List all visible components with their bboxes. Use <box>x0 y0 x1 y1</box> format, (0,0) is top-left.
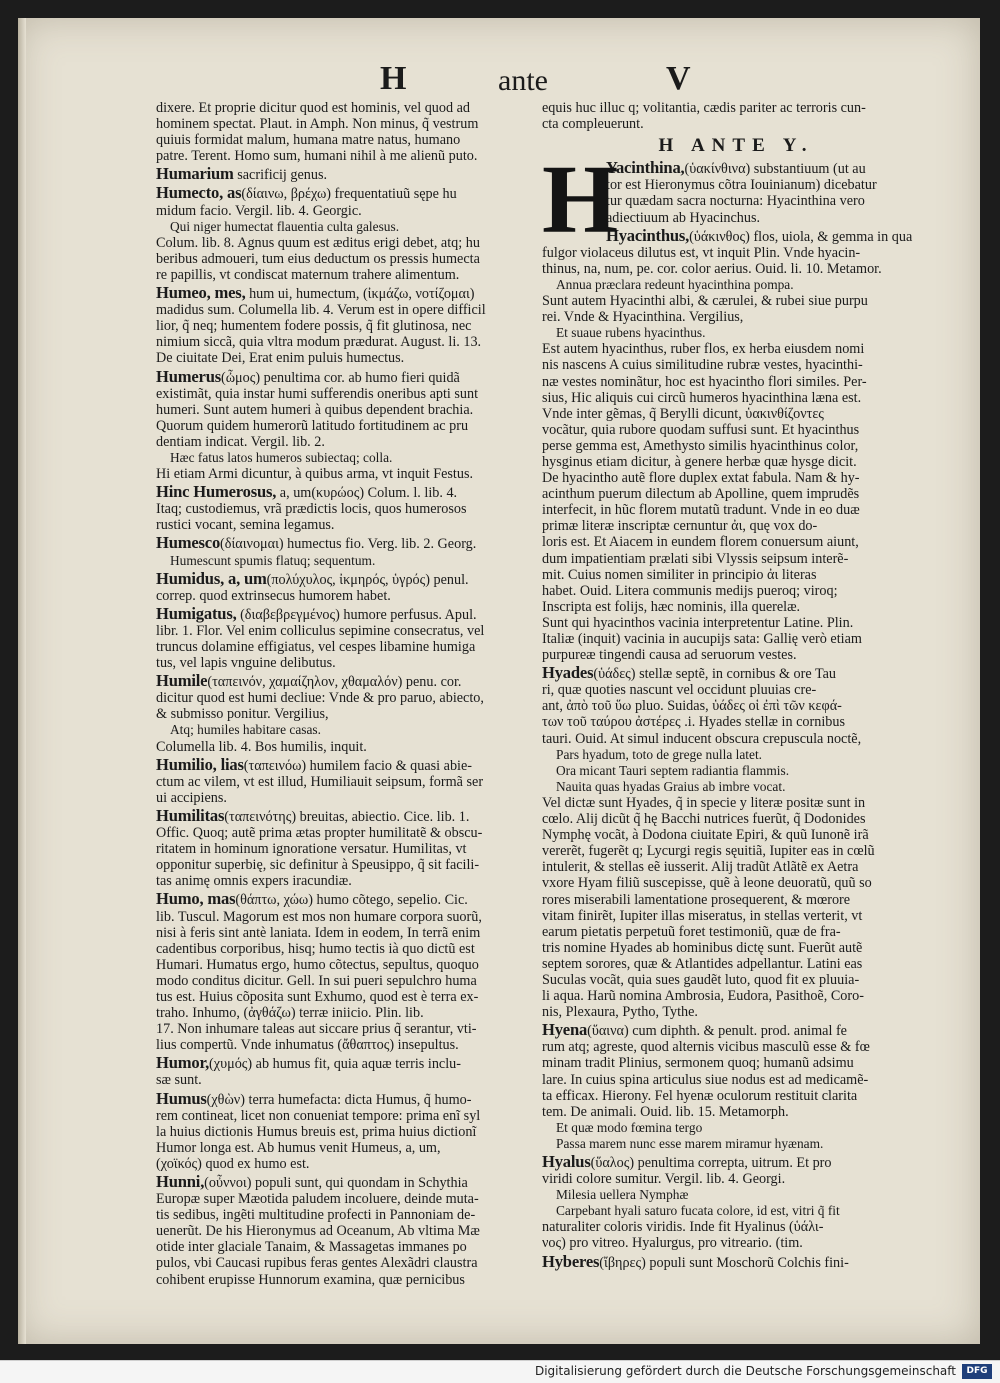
text-line: De hyacintho autẽ flore duplex extat fabula. Nam & hy- <box>542 470 860 487</box>
entry-definition: sacrificij genus. <box>233 167 328 184</box>
text-line: Colum. lib. 8. Agnus quum est æditus erigi debet, atq; hu <box>156 234 480 251</box>
text-line: Hi etiam Armi dicuntur, à quibus arma, vt inquit Festus. <box>156 466 474 483</box>
text-line: Humor longa est. Ab humus venit Humeus, a, um, <box>156 1139 441 1156</box>
verse-quote: Passa marem nunc esse marem miramur hyænam. <box>556 1135 824 1151</box>
dictionary-entry <box>542 1254 930 1271</box>
text-line: Quorum quidem humerorũ latitudo fortitudinem ac pru <box>156 417 469 434</box>
right-column-continuation <box>542 100 930 132</box>
text-line: sius, Hic aliquis cui circũ humeros hyacinthina læna est. <box>542 389 862 406</box>
text-line: midum facio. Vergil. lib. 4. Georgic. <box>156 202 362 219</box>
entry-definition: (ὑάδες) stellæ septẽ, in cornibus & ore Tau <box>593 666 837 683</box>
text-line: nis nascens A cuius similitudine rubræ vestes, hyacinthi- <box>542 357 863 374</box>
entry-headword: Hyacinthus, <box>606 227 690 245</box>
entry-headword: Hyena <box>542 1022 588 1040</box>
entry-headword: Humeo, mes, <box>156 285 246 303</box>
text-line: humeri. Sunt autem humeri à quibus dependent brachia. <box>156 401 474 418</box>
text-line: rores miserabili lamentatione prosequerent, & mœrore <box>542 891 851 908</box>
text-line: ui accipiens. <box>156 789 227 806</box>
left-column <box>156 100 528 1288</box>
text-line: nisi à feris sint antè laniata. Idem in eodem, In terrã enim <box>156 924 481 941</box>
text-line: Columella lib. 4. Bos humilis, inquit. <box>156 738 367 755</box>
text-line: opponitur superbię, sic definitur à Speusippo, q̃ sit facili- <box>156 857 480 874</box>
text-line: cohibent erupisse Hunnorum examina, quæ pernicibus <box>156 1271 465 1288</box>
text-line: ritatem in hominum ignoratione versatur. Humilitas, vt <box>156 841 467 858</box>
running-head-middle: ante <box>498 64 548 97</box>
text-line: & submisso ponitur. Vergilius, <box>156 706 329 723</box>
entry-definition: (ὑακίνθινα) substantiuum (ut au <box>684 161 866 178</box>
text-line: quiuis formidat malum, humana matre natus, humano <box>156 132 461 149</box>
text-line: Humari. Humatus ergo, humo cõtectus, sepultus, quoquo <box>156 956 479 973</box>
verse-quote: Et quæ modo fœmina tergo <box>556 1119 703 1135</box>
entry-definition: (ἴβηρες) populi sunt Moschorũ Colchis fini- <box>599 1254 849 1271</box>
dictionary-entry <box>156 757 528 774</box>
text-line: correp. quod extrinsecus humorem habet. <box>156 587 391 604</box>
entry-headword: Humilitas <box>156 807 225 825</box>
text-line: libr. 1. Flor. Vel enim colliculus sepimine consecratus, vel <box>156 622 485 639</box>
text-line: vxore Hyam filiũ suscepisse, quẽ à leone deuoratũ, quũ so <box>542 875 872 892</box>
entry-headword: Humo, mas <box>156 891 236 909</box>
entry-definition: (ταπεινόω) humilem facio & quasi abie- <box>243 757 472 774</box>
verse-quote: Milesia uellera Nymphæ <box>556 1187 689 1203</box>
text-line: uenerũt. De his Hieronymus ad Oceanum, Ab vltima Mæ <box>156 1223 480 1240</box>
text-line: Sunt qui hyacinthos vacinia interpretentur Latine. Plin. <box>542 614 854 631</box>
text-line: rum atq; agreste, quod alternis vicibus masculũ esse & fœ <box>542 1039 870 1056</box>
entry-definition: hum ui, humectum, (ἰκμάζω, νοτίζομαι) <box>245 286 475 303</box>
text-line: pulos, vbi Caucasi rupibus feras gentes Alexãdri claustra <box>156 1255 478 1272</box>
text-line: beribus admoueri, tum eius deductum os pressis humecta <box>156 250 480 267</box>
text-line: thinus, na, num, pe. cor. color aerius. Ouid. li. 10. Metamor. <box>542 260 882 277</box>
text-line: Nymphę vocãt, à Dodona ciuitate Epiri, & quũ Iunonẽ irã <box>542 827 869 844</box>
text-line: otide inter glaciale Tanaim, & Massagetas immanes po <box>156 1239 467 1256</box>
verse-quote: Nauita quas hyadas Graius ab imbre vocat. <box>556 778 786 794</box>
text-line: των τοῦ ταύρου ἀστέρες .i. Hyades stellæ in cornibus <box>542 714 845 731</box>
dictionary-entry <box>156 673 528 690</box>
text-line: Sunt autem Hyacinthi albi, & cærulei, & rubei siue purpu <box>542 293 868 310</box>
text-line: mit. Cuius nomen similiter in principio ἀι literas <box>542 566 817 583</box>
text-line: truncus dolamine effigiatus, vel cespes libamine humiga <box>156 639 476 655</box>
dictionary-entry <box>156 535 528 552</box>
text-line: loris est. Et Aiacem in eundem florem conuersum aiunt, <box>542 534 859 551</box>
text-line: purpureæ tingendi causa ad seruorum vestes. <box>542 647 797 664</box>
text-line: naturaliter coloris viridis. Inde fit Hyalinus (ὑάλι- <box>542 1219 824 1236</box>
text-line: earum pietatis perpetuũ foret testimoniũ, quæ de fra- <box>542 923 841 940</box>
text-line: rustici vocant, semina legamus. <box>156 517 335 534</box>
dictionary-entry <box>156 606 528 623</box>
dfg-logo: DFG <box>962 1364 992 1379</box>
text-line: tus, vel lapis vnguine delibutus. <box>156 655 336 672</box>
dictionary-entry <box>156 1091 528 1108</box>
entry-definition: (ὕαλος) penultima correpta, uitrum. Et pro <box>590 1155 832 1171</box>
entry-headword: Hinc Humerosus, <box>156 484 277 502</box>
text-line: modo conditus dicitur. Gell. In sui pueri sepulchro huma <box>156 972 477 989</box>
entry-definition: (δίαινομαι) humectus fio. Verg. lib. 2. Georg. <box>220 536 477 553</box>
entry-definition: (ταπεινότης) breuitas, abiectio. Cice. lib. 1. <box>224 808 470 825</box>
text-line: minam tradit Plinius, sermonem quoq; humanũ adsimu <box>542 1055 854 1072</box>
text-line: dicitur quod est humi decliue: Vnde & pro paruo, abiecto, <box>156 690 484 707</box>
text-line: tem. De animali. Ouid. lib. 15. Metamorph. <box>542 1103 789 1120</box>
text-line: hominem spectat. Plaut. in Amph. Non minus, q̃ vestrum <box>156 116 479 133</box>
text-line: sæ sunt. <box>156 1072 202 1089</box>
text-line: ri, quæ quoties nascunt vel occidunt pluuias cre- <box>542 682 817 699</box>
text-line: la huius dictionis Humus breuis est, prima huius dictionĩ <box>156 1123 477 1140</box>
text-line: dixere. Et proprie dicitur quod est hominis, vel quod ad <box>156 100 471 116</box>
entry-headword: Hyalus <box>542 1154 591 1171</box>
verse-quote: Pars hyadum, toto de grege nulla latet. <box>556 746 763 762</box>
dictionary-entry <box>156 285 528 302</box>
entry-definition: (ὑάκινθος) flos, uiola, & gemma in qua <box>689 228 913 245</box>
entry-definition: a, um(κυρώος) Colum. l. lib. 4. <box>276 485 458 502</box>
text-line: vitam finirẽt, Iupiter illas miseratus, in stellas verterit, vt <box>542 907 863 924</box>
text-line: 17. Non inhumare taleas aut siccare prius q̃ serantur, vti- <box>156 1021 477 1038</box>
entry-headword: Hyberes <box>542 1253 600 1271</box>
text-line: Vel dictæ sunt Hyades, q̃ in specie y literæ positæ sunt in <box>542 794 866 811</box>
entry-definition: (ὕαινα) cum diphth. & penult. prod. animal fe <box>587 1023 847 1040</box>
text-line: re papillis, vt condiscat maternum trahere alimentum. <box>156 266 460 283</box>
entry-definition: (χυμός) ab humus fit, quia aquæ terris inclu- <box>209 1056 461 1073</box>
entry-definition: (οὖννοι) populi sunt, qui quondam in Schythia <box>204 1175 468 1191</box>
dictionary-entry <box>156 484 528 501</box>
dictionary-entry <box>156 185 528 202</box>
text-line: Inscripta est folijs, hæc nominis, illa querelæ. <box>542 598 801 615</box>
dictionary-entry <box>156 369 528 386</box>
entry-headword: Humidus, a, um <box>156 570 267 588</box>
text-line: tis sedibus, ingẽti multitudine profecti in Pannoniam de- <box>156 1207 476 1224</box>
verse-quote: Ora micant Tauri septem radiantia flammis. <box>556 762 790 778</box>
text-line: madidus sum. Columella lib. 4. Verum est in opere difficil <box>156 302 486 319</box>
text-line: Suculas vocãt, quia sues gaudẽt luto, quod fit ex pluuia- <box>542 971 860 988</box>
entry-headword: Hyades <box>542 665 594 683</box>
text-line: næ vestes nominãtur, hoc est hyacintho flori similes. Per- <box>542 373 867 390</box>
verse-quote: Hæc fatus latos humeros subiectaq; colla. <box>170 449 393 465</box>
funding-credit: Digitalisierung gefördert durch die Deutsche Forschungsgemeinschaft <box>534 1364 956 1378</box>
entry-definition: (θάπτω, χώω) humo cõtego, sepelio. Cic. <box>235 892 468 909</box>
entry-definition: (πολύχυλος, ἰκμηρός, ὑγρός) penul. <box>266 571 469 588</box>
dictionary-entry <box>156 891 528 908</box>
text-line: (χοϊκός) quod ex humo est. <box>156 1155 310 1172</box>
text-line: patre. Terent. Homo sum, humani nihil à me alienũ puto. <box>156 148 478 165</box>
dictionary-entry <box>156 808 528 825</box>
dictionary-entry <box>156 1174 528 1191</box>
text-line: Europæ super Mæotida paludem incoluere, deinde muta- <box>156 1191 479 1208</box>
entry-headword: Humor, <box>156 1055 210 1073</box>
text-line: rem contineat, licet non conueniat tempore: prima enĩ syl <box>156 1107 481 1124</box>
text-line: tor est Hieronymus cõtra Iouinianum) dicebatur <box>606 177 877 194</box>
text-line: tauri. Ouid. At simul inducent obscura crepuscula noctẽ, <box>542 730 862 747</box>
dictionary-entry <box>542 1022 930 1039</box>
text-line: lior, q̃ neq; humentem fodere possis, q̃ fit glutinosa, nec <box>156 318 472 335</box>
running-head-left: H <box>380 60 407 97</box>
text-line: dentiam indicat. Vergil. lib. 2. <box>156 433 325 450</box>
text-line: dum impatientiam prælati sibi Vlyssis seipsum interẽ- <box>542 550 849 567</box>
footer-bar <box>0 1360 1000 1383</box>
text-line: lius compertũ. Vnde inhumatus (ἄθαπτος) insepultus. <box>156 1037 459 1054</box>
text-line: tas animę omnis expers iracundiæ. <box>156 873 352 890</box>
verse-quote: Annua præclara redeunt hyacinthina pompa. <box>556 276 794 292</box>
entry-headword: Humile <box>156 673 208 691</box>
entry-headword: Humerus <box>156 368 221 386</box>
text-line: perse gemma est, Amethysto similis hyacinthinus color, <box>542 437 859 454</box>
entry-definition: (διαβεβρεγμένος) humore perfusus. Apul. <box>236 606 477 623</box>
entry-headword: Humesco <box>156 535 221 553</box>
section-title: H ANTE Y. <box>658 135 814 157</box>
text-line: Est autem hyacinthus, ruber flos, ex herba eiusdem nomi <box>542 341 865 358</box>
text-line: vererẽt, fugerẽt q; Lycurgi regis sęuitiã, Iupiter eas in cœlũ <box>542 843 875 860</box>
entry-headword: Humarium <box>156 166 234 184</box>
text-line: intulerit, & stellas eẽ iusserit. Alij tradũt Atlãtẽ ex Aetra <box>542 859 859 876</box>
text-line: Vnde inter gẽmas, q̃ Berylli dicunt, ὑακινθίζοντες <box>542 405 824 422</box>
running-head-right: V <box>666 60 691 97</box>
text-line: nimium siccã, quia vltra modum prædurat. August. li. 13. <box>156 334 482 351</box>
entry-headword: Hunni, <box>156 1174 205 1191</box>
text-line: cadentibus corporibus, hisq; humo tectis ià quo dictũ est <box>156 940 475 957</box>
text-line: cœlo. Alij dicũt q̃ hę Bacchi nutrices fuerũt, q̃ Dodonides <box>542 811 866 828</box>
text-line: lib. Tuscul. Magorum est mos non humare corpora suorũ, <box>156 908 482 925</box>
text-line: tris nomine Hyades ab hominibus dictę sunt. Fuerũt autẽ <box>542 939 863 956</box>
text-line: fulgor violaceus dilutus est, vt inquit Plin. Vnde hyacin- <box>542 244 861 261</box>
text-line: Italiæ (inquit) vacinia in aucupijs sata: Gallię verò etiam <box>542 631 862 647</box>
entry-headword: Humus <box>156 1090 207 1108</box>
entry-headword: Humilio, lias <box>156 756 244 774</box>
book-page <box>18 18 980 1344</box>
text-line: adiectiuum ab Hyacinchus. <box>606 209 761 226</box>
text-line: interfecit, in hũc florem mutatũ tradunt. Vnde in eo duæ <box>542 502 860 519</box>
text-line: tus est. Huius cõposita sunt Exhumo, quod est è terra ex- <box>156 988 479 1005</box>
verse-quote: Et suaue rubens hyacinthus. <box>556 325 706 341</box>
dictionary-entry <box>156 1055 528 1072</box>
dictionary-entry <box>156 166 528 183</box>
entry-headword: Humecto, as <box>156 185 242 203</box>
text-line: νος) pro vitreo. Hyalurgus, pro vitreario. (tim. <box>542 1235 803 1252</box>
verse-quote: Qui niger humectat flauentia culta galesus. <box>170 218 400 234</box>
text-line: hysginus etiam dicitur, à genere herbæ quæ hysge dicit. <box>542 453 857 470</box>
dictionary-entry <box>542 1154 930 1171</box>
text-line: ta efficax. Hierony. Fel hyenæ oculorum restituit clarita <box>542 1087 858 1104</box>
entry-headword: Humigatus, <box>156 605 237 623</box>
text-line: equis huc illuc q; volitantia, cædis pariter ac terroris cun- <box>542 100 866 116</box>
text-line: traho. Inhumo, (ἀγθάζω) terræ iniicio. Plin. lib. <box>156 1005 424 1022</box>
dictionary-entry <box>542 665 930 682</box>
dictionary-entry <box>156 571 528 588</box>
text-line: septem sorores, quæ & Atlantides adpellantur. Latini eas <box>542 955 863 972</box>
text-line: acinthum puerum dilectum ab Apolline, quem imprudẽs <box>542 486 860 503</box>
entry-definition: (ὦμος) penultima cor. ab humo fieri quidã <box>220 369 460 386</box>
verse-quote: Humescunt spumis flatuq; sequentum. <box>170 552 376 568</box>
text-line: nis, Plexaura, Pytho, Tythe. <box>542 1004 698 1021</box>
text-line: li aqua. Harũ nomina Ambrosia, Eudora, Pasithoẽ, Coro- <box>542 988 864 1005</box>
text-line: ant, ἀπὸ τοῦ ὕω pluo. Suidas, ὑάδες οἱ ἐπὶ τῶν κεφά- <box>542 698 842 715</box>
right-column <box>542 100 930 1271</box>
verse-quote: Atq; humiles habitare casas. <box>170 722 321 738</box>
text-line: rei. Vnde & Hyacinthina. Vergilius, <box>542 309 744 326</box>
text-line: vocãtur, quia rubore quodam suffusi sunt. Et hyacinthus <box>542 421 860 438</box>
entry-definition: (ταπεινόν, χαμαίζηλον, χθαμαλόν) penu. cor. <box>207 674 462 691</box>
text-line: habet. Ouid. Litera communis medijs pueroq; viroq; <box>542 582 838 599</box>
dropcap-letter: H <box>542 146 619 255</box>
text-line: primæ literæ inscriptæ cernuntur ἀι, quę vox do- <box>542 518 818 535</box>
text-line: Offic. Quoq; autẽ prima ætas propter humilitatẽ & obscu- <box>156 825 483 842</box>
page-spine-shadow <box>18 18 26 1344</box>
text-line: tur quædam sacra nocturna: Hyacinthina vero <box>606 193 865 210</box>
text-line: cta compleuerunt. <box>542 116 644 133</box>
text-line: viridi colore sumitur. Vergil. lib. 4. Georgi. <box>542 1171 786 1188</box>
verse-quote: Carpebant hyali saturo fucata colore, id est, vitri q̃ fit <box>556 1203 840 1219</box>
entry-definition: (δίαινω, βρέχω) frequentatiuũ sępe hu <box>241 186 457 203</box>
text-line: De ciuitate Dei, Erat enim puluis humectus. <box>156 350 405 367</box>
entry-headword: Yacinthina, <box>606 160 685 178</box>
entry-definition: (χθὼν) terra humefacta: dicta Humus, q̃ humo- <box>206 1091 472 1108</box>
text-line: Itaq; custodiemus, vrã prædictis locis, quos humerosos <box>156 501 467 518</box>
text-line: existimãt, quia instar humi sufferendis oneribus apti sunt <box>156 385 479 402</box>
text-line: lare. In cuius spina articulus siue nodus est ad medicamẽ- <box>542 1071 869 1088</box>
text-line: ctum ac vilem, vt est illud, Humiliauit seipsum, formã ser <box>156 773 484 790</box>
